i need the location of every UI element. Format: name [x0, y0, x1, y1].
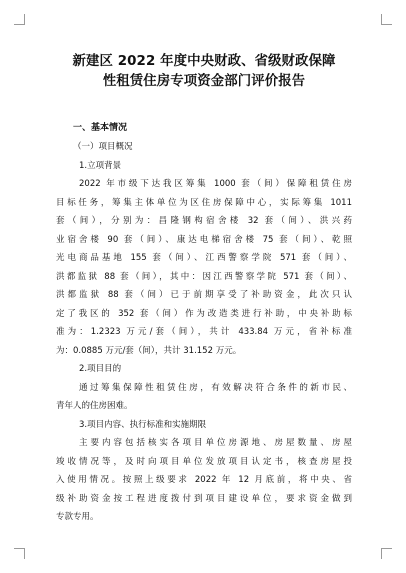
crop-mark-top-right: [381, 14, 392, 25]
paragraph-line: 青年人的住房困难。: [56, 401, 133, 411]
paragraph-line: 专款专用。: [56, 512, 99, 522]
paragraph-line: 通过筹集保障性租赁住房，有效解决符合条件的新市民、: [79, 382, 352, 393]
section-heading: 一、基本情况: [73, 123, 128, 133]
paragraph-line: 目标任务，筹集主体单位为区住房保障中心，实际筹集 1011: [56, 197, 352, 208]
title-line: 新建区 2022 年度中央财政、省级财政保障: [72, 54, 336, 69]
paragraph-line: 为：0.0885 万元/套（间），共计 31.152 万元。: [56, 345, 242, 356]
paragraph-line: 级补助资金按工程进度拨付到项目建设单位，要求资金做到: [56, 493, 352, 504]
paragraph-line: 准为：1.2323 万元/套（间），共计 433.84 万元，省补标准: [56, 327, 352, 337]
document-body: [56, 52, 352, 527]
paragraph-line: 竣收情况等，及时向项目单位发放项目认定书，核查房屋投: [56, 456, 352, 467]
paragraph-background: [56, 175, 352, 360]
paragraph-line: 业宿舍楼 90 套（间）、康达电梯宿舍楼 75 套（间）、乾照: [56, 234, 352, 245]
subsection-heading: （一）项目概况: [73, 142, 133, 152]
crop-mark-top-left: [14, 14, 25, 25]
item-heading: 1.立项背景: [79, 160, 122, 171]
item-heading: 3.项目内容、执行标准和实施期限: [79, 419, 207, 430]
document-title: [56, 52, 352, 92]
paragraph-line: 2022 年市级下达我区筹集 1000 套（间）保障租赁住房: [79, 179, 352, 189]
paragraph-line: 定了我区的 352 套（间）作为改造类进行补助，中央补助标: [56, 308, 352, 319]
paragraph-line: 光电商品基地 155 套（间）、江西警察学院 571 套（间）、: [56, 253, 352, 263]
item-heading: 2.项目目的: [79, 364, 122, 374]
paragraph-line: 套（间），分别为：昌隆钢构宿舍楼 32 套（间）、洪兴药: [56, 216, 352, 226]
title-line: 性租赁住房专项资金部门评价报告: [102, 74, 306, 89]
crop-mark-bottom-right: [381, 548, 392, 559]
paragraph-line: 洪都监狱 88 套（间）已于前期享受了补助资金，此次只认: [56, 290, 352, 300]
paragraph-line: 主要内容包括核实各项目单位房源地、房屋数量、房屋: [79, 438, 352, 448]
paragraph-line: 洪都监狱 88 套（间），其中：因江西警察学院 571 套（间）、: [56, 271, 352, 282]
paragraph-purpose: [56, 379, 352, 416]
paragraph-content: [56, 434, 352, 527]
crop-mark-bottom-left: [14, 548, 25, 559]
paragraph-line: 入使用情况。按照上级要求 2022 年 12 月底前，将中央、省: [56, 475, 352, 485]
